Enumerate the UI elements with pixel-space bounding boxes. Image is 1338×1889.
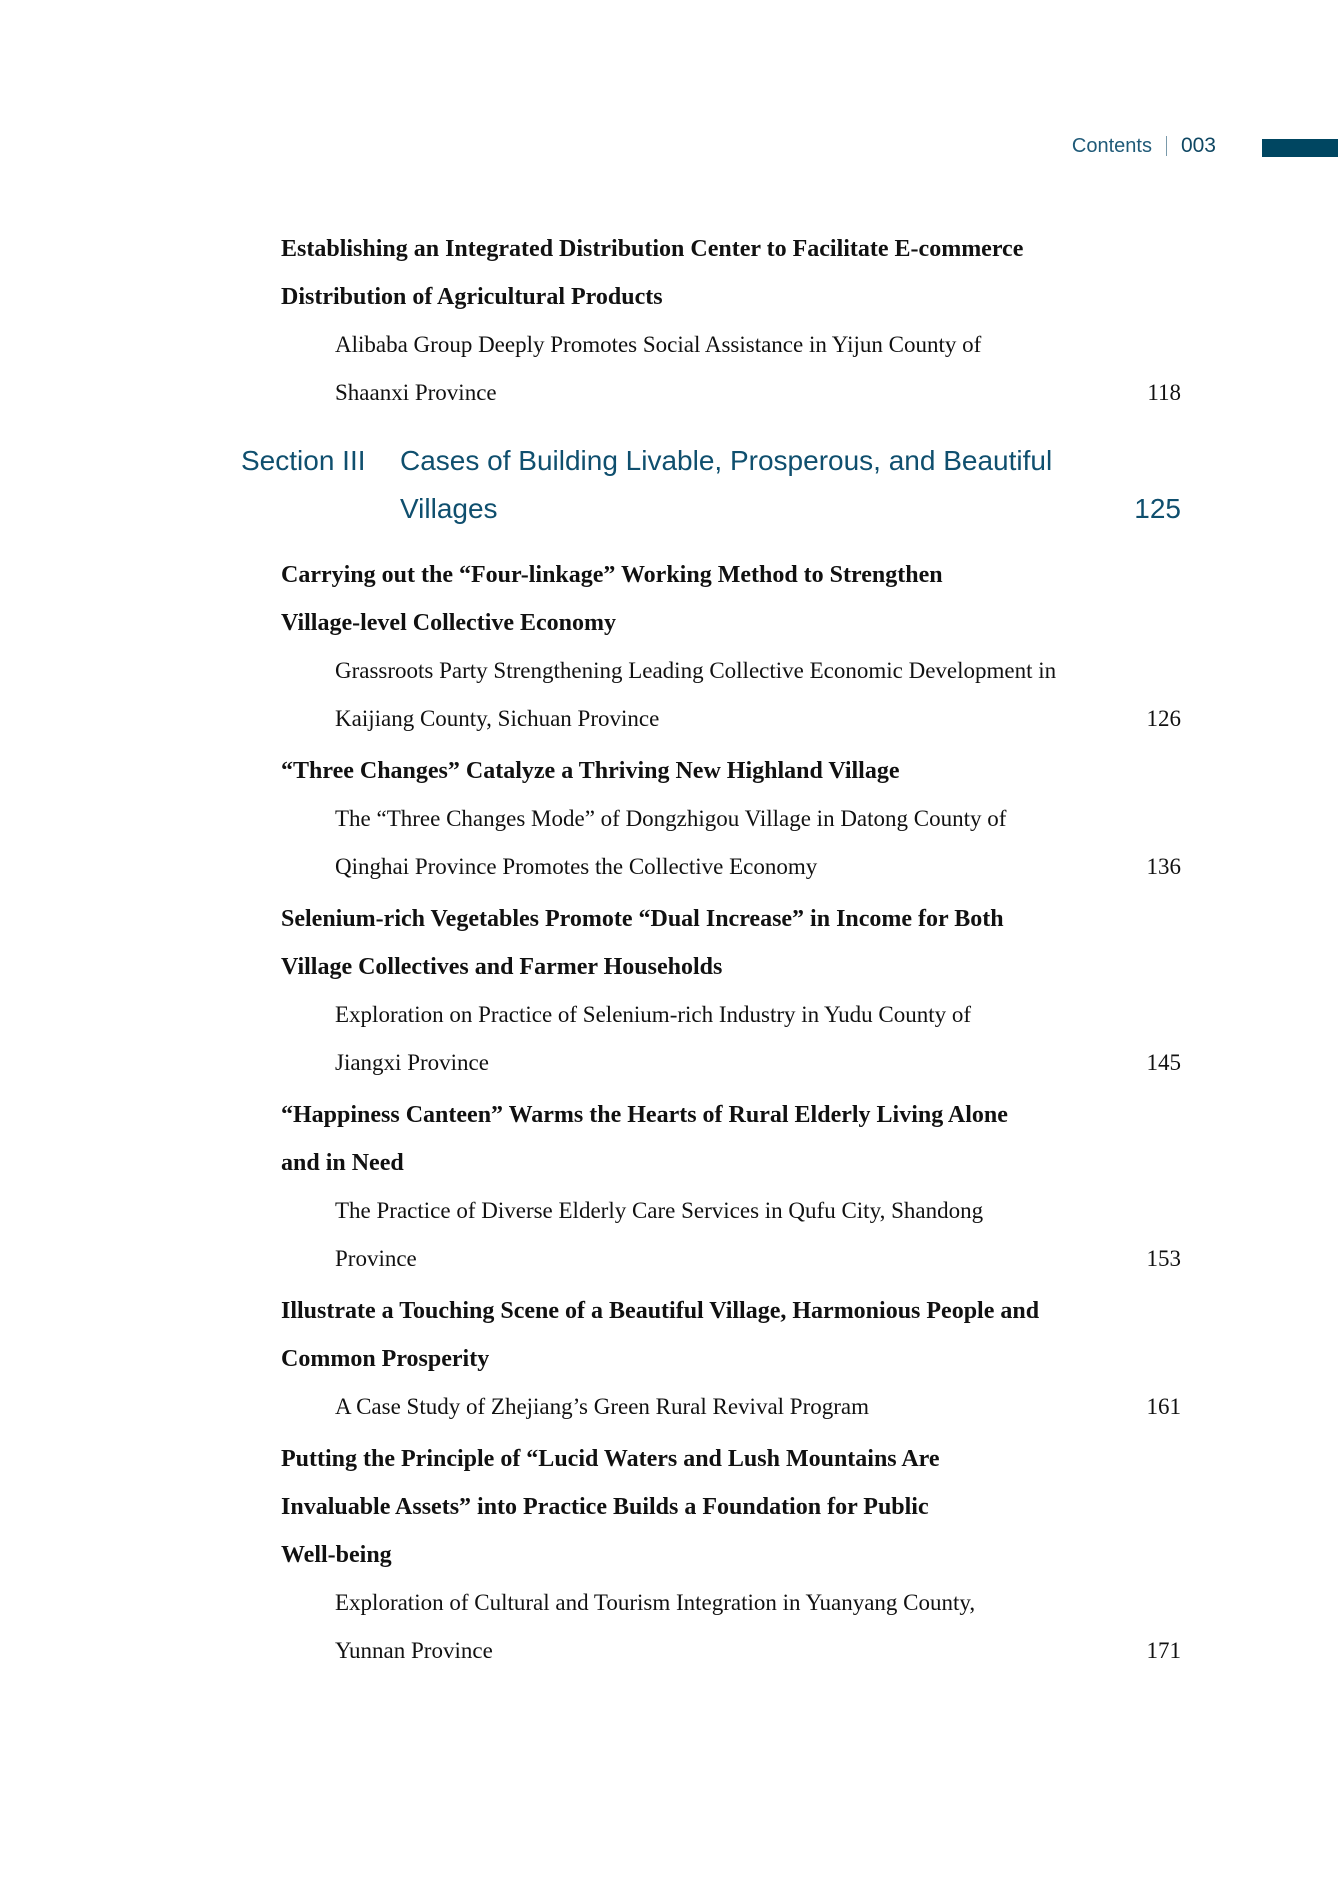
- entry-title-line: “Happiness Canteen” Warms the Hearts of Rural Elderly Living Alone: [281, 1102, 1008, 1128]
- entry-page-number: 171: [1146, 1638, 1181, 1663]
- section-title-line: Villages: [400, 493, 498, 524]
- entry-title-line: Putting the Principle of “Lucid Waters and Lush Mountains Are: [281, 1446, 940, 1472]
- entry-page-number: 118: [1147, 380, 1181, 405]
- entry-title-line: “Three Changes” Catalyze a Thriving New Highland Village: [281, 758, 900, 784]
- entry-subtitle-line: [0, 1039, 1338, 1087]
- entry-page-number: 153: [1146, 1246, 1181, 1271]
- entry-title-line: Invaluable Assets” into Practice Builds a Foundation for Public: [281, 1494, 929, 1520]
- entry-page-number: 161: [1146, 1394, 1181, 1419]
- entry-title-line: Common Prosperity: [281, 1346, 490, 1372]
- entry-title-line: Establishing an Integrated Distribution Center to Facilitate E-commerce: [281, 236, 1024, 262]
- toc-entry: [0, 1091, 1338, 1283]
- toc-entry: [0, 747, 1338, 891]
- entry-subtitle-line: The “Three Changes Mode” of Dongzhigou Village in Datong County of: [335, 806, 1007, 831]
- entry-subtitle-text: Jiangxi Province: [335, 1050, 489, 1075]
- entry-subtitle-text: Yunnan Province: [335, 1638, 493, 1663]
- section-heading: [0, 437, 1338, 533]
- entry-subtitle-line: Alibaba Group Deeply Promotes Social Assistance in Yijun County of: [335, 332, 982, 357]
- entry-subtitle-line: [0, 1627, 1338, 1675]
- section-heading-line: [0, 437, 1338, 485]
- toc-entry: [0, 551, 1338, 743]
- entry-subtitle-line: [0, 843, 1338, 891]
- entry-subtitle-line: [0, 369, 1338, 417]
- entry-subtitle-line: [0, 1383, 1338, 1431]
- entry-subtitle-text: Province: [335, 1246, 417, 1271]
- entry-subtitle-line: Exploration of Cultural and Tourism Integration in Yuanyang County,: [335, 1590, 976, 1615]
- header-page-number: 003: [1180, 134, 1216, 157]
- entry-page-number: 136: [1146, 854, 1181, 879]
- entry-title-line: Illustrate a Touching Scene of a Beautiful Village, Harmonious People and: [281, 1298, 1040, 1324]
- section-page-number: 125: [1134, 493, 1181, 524]
- entry-page-number: 145: [1146, 1050, 1181, 1075]
- entry-subtitle-line: Exploration on Practice of Selenium-rich Industry in Yudu County of: [335, 1002, 972, 1027]
- running-header: [1072, 134, 1216, 158]
- toc-entry: [0, 895, 1338, 1087]
- entry-subtitle-line: [0, 1235, 1338, 1283]
- entry-subtitle-line: Grassroots Party Strengthening Leading Collective Economic Development in: [335, 658, 1057, 683]
- entry-subtitle-text: Kaijiang County, Sichuan Province: [335, 706, 660, 731]
- entry-title-line: Village-level Collective Economy: [281, 610, 617, 636]
- toc-entry: [0, 1435, 1338, 1675]
- entry-subtitle-line: [0, 695, 1338, 743]
- entry-title-line: Selenium-rich Vegetables Promote “Dual Increase” in Income for Both: [281, 906, 1004, 932]
- header-divider: [1166, 136, 1167, 156]
- entry-subtitle-text: A Case Study of Zhejiang’s Green Rural Revival Program: [335, 1394, 870, 1419]
- entry-subtitle-text: Qinghai Province Promotes the Collective Economy: [335, 854, 818, 879]
- section-title-line: Cases of Building Livable, Prosperous, and Beautiful: [400, 445, 1053, 476]
- entry-title-line: Village Collectives and Farmer Households: [281, 954, 723, 980]
- entry-subtitle-text: Shaanxi Province: [335, 380, 497, 405]
- section-label: Section III: [241, 445, 366, 476]
- toc-entry: [0, 225, 1338, 417]
- section-heading-line: [0, 485, 1338, 533]
- entry-title-line: and in Need: [281, 1150, 404, 1176]
- entry-title-line: Distribution of Agricultural Products: [281, 284, 663, 310]
- header-label: Contents: [1071, 134, 1152, 157]
- entry-title-line: Carrying out the “Four-linkage” Working Method to Strengthen: [281, 562, 943, 588]
- entry-subtitle-line: The Practice of Diverse Elderly Care Services in Qufu City, Shandong: [335, 1198, 984, 1223]
- table-of-contents: [0, 225, 1338, 1675]
- entry-page-number: 126: [1146, 706, 1181, 731]
- toc-entry: [0, 1287, 1338, 1431]
- entry-title-line: Well-being: [281, 1542, 392, 1568]
- header-accent-bar: [1262, 139, 1338, 157]
